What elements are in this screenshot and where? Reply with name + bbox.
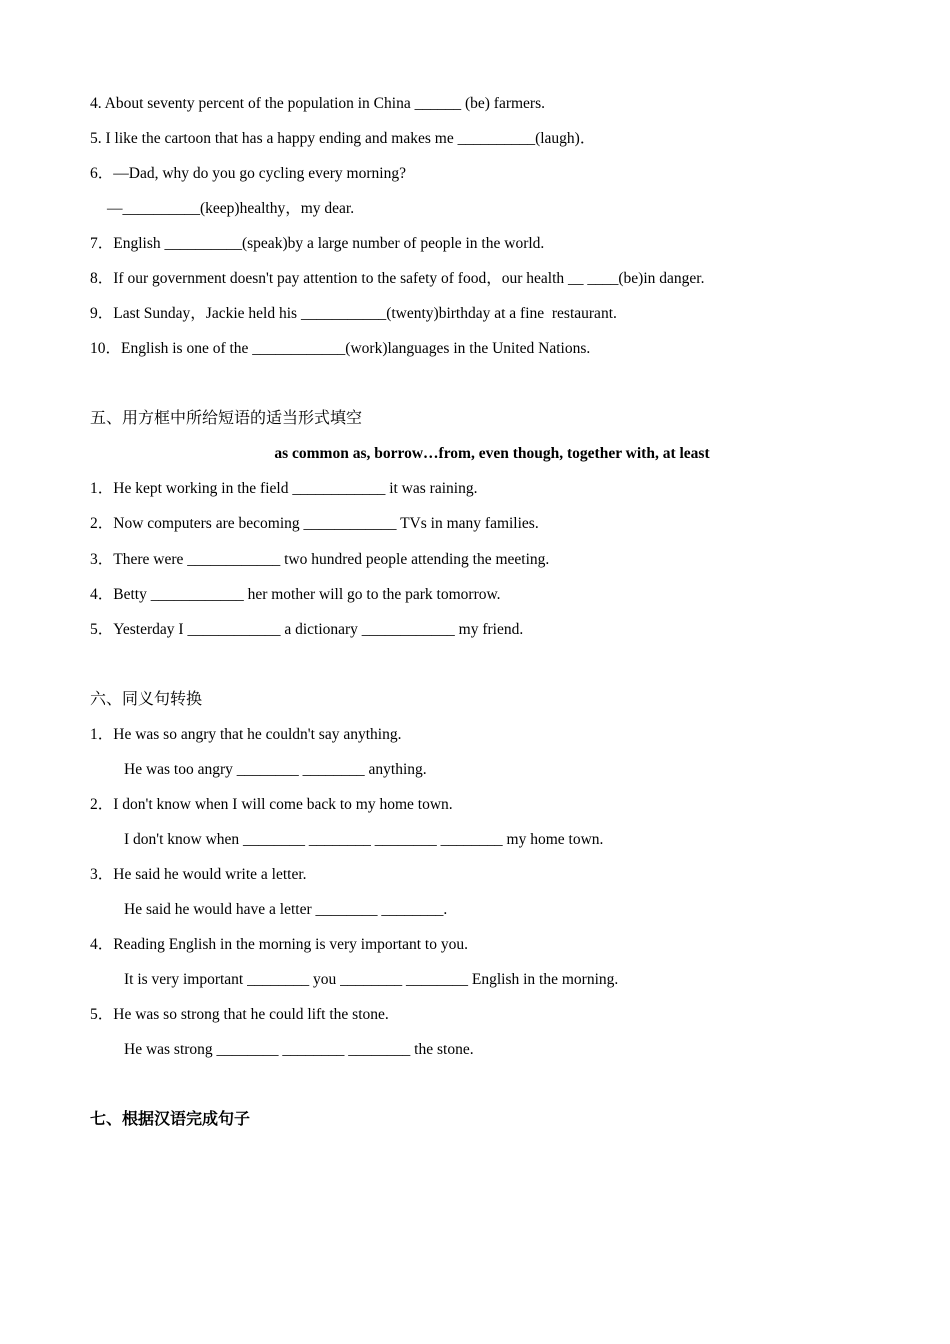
exercise-item-8: 8．If our government doesn't pay attention to the safety of food，our health __ ____(be)in danger. [90, 270, 705, 287]
section-6-item-4-rewrite: It is very important ________ you ________ ________ English in the morning. [124, 971, 619, 988]
section-6-item-1-original: 1．He was so angry that he couldn't say anything. [90, 726, 402, 743]
section-6-item-4-original: 4．Reading English in the morning is very important to you. [90, 936, 468, 953]
section-6-item-2-rewrite: I don't know when ________ ________ ________ ________ my home town. [124, 831, 604, 848]
section-6-item-3-rewrite: He said he would have a letter ________ ________. [124, 901, 448, 918]
section-5-item-4: 4．Betty ____________ her mother will go to the park tomorrow. [90, 586, 501, 603]
section-6-item-5-rewrite: He was strong ________ ________ ________ the stone. [124, 1041, 474, 1058]
exercise-item-9: 9．Last Sunday，Jackie held his ___________(twenty)birthday at a fine restaurant. [90, 305, 617, 322]
exercise-item-7: 7．English __________(speak)by a large number of people in the world. [90, 235, 545, 252]
section-5-item-5: 5．Yesterday I ____________ a dictionary ____________ my friend. [90, 621, 524, 638]
section-5-item-2: 2．Now computers are becoming ____________ TVs in many families. [90, 515, 539, 532]
section-5-item-1: 1．He kept working in the field ____________ it was raining. [90, 480, 478, 497]
section-6-item-5-original: 5．He was so strong that he could lift the stone. [90, 1006, 389, 1023]
section-6-item-2-original: 2．I don't know when I will come back to my home town. [90, 796, 453, 813]
phrase-box: as common as, borrow…from, even though, together with, at least [274, 445, 710, 462]
section-6-item-3-original: 3．He said he would write a letter. [90, 866, 307, 883]
section-6-item-1-rewrite: He was too angry ________ ________ anything. [124, 761, 427, 778]
exercise-item-4: 4. About seventy percent of the population in China ______ (be) farmers. [90, 95, 545, 112]
exercise-item-10: 10．English is one of the ____________(work)languages in the United Nations. [90, 340, 591, 357]
section-6-title: 六、同义句转换 [90, 689, 203, 708]
exercise-item-6-reply: —__________(keep)healthy，my dear. [107, 200, 355, 217]
section-7-title: 七、根据汉语完成句子 [90, 1109, 251, 1128]
section-5-title: 五、用方框中所给短语的适当形式填空 [90, 408, 363, 427]
exercise-item-5: 5. I like the cartoon that has a happy ending and makes me __________(laugh)． [90, 130, 596, 147]
exercise-item-6: 6．—Dad, why do you go cycling every morning? [90, 165, 406, 182]
section-5-item-3: 3．There were ____________ two hundred people attending the meeting. [90, 551, 550, 568]
